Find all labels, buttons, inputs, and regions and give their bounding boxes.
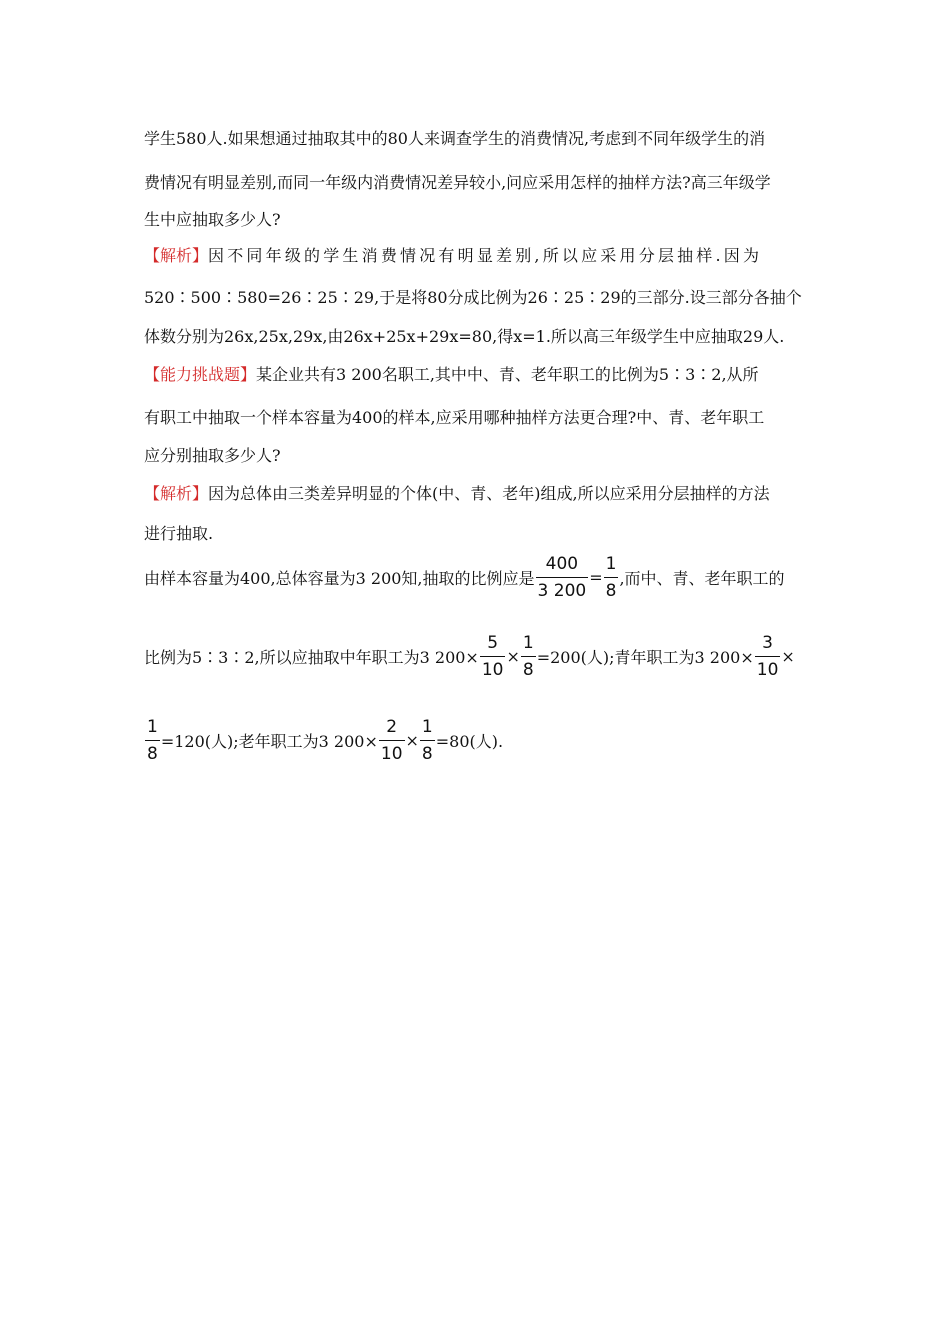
solution-1-line-2 — [144, 287, 808, 309]
fraction-numerator: 3 — [755, 632, 781, 657]
challenge-text: 应分别抽取多少人? — [144, 446, 281, 465]
fraction-denominator: 8 — [421, 744, 433, 764]
fraction-denominator: 3 200 — [537, 581, 587, 601]
challenge-text: 有职工中抽取一个样本容量为400的样本,应采用哪种抽样方法更合理?中、青、老年职工 — [144, 408, 765, 427]
solution-2-math-line-3 — [144, 716, 808, 765]
math-text: =200(人);青年职工为3 200× — [536, 648, 754, 667]
math-text: ,而中、青、老年职工的 — [619, 569, 785, 588]
fraction-1-8 — [145, 716, 160, 765]
fraction-denominator: 8 — [147, 744, 158, 764]
fraction-denominator: 8 — [522, 660, 534, 680]
solution-2-math-line-2 — [144, 632, 808, 681]
challenge-text: 某企业共有3 200名职工,其中中、青、老年职工的比例为5∶3∶2,从所 — [256, 365, 759, 384]
fraction-1-8 — [604, 553, 619, 602]
solution-1-line-3 — [144, 326, 808, 348]
fraction-2-10 — [379, 716, 405, 765]
fraction-1-8 — [420, 716, 435, 765]
solution-text: 因为总体由三类差异明显的个体(中、青、老年)组成,所以应采用分层抽样的方法 — [208, 484, 770, 503]
fraction-5-10 — [480, 632, 506, 681]
fraction-numerator: 1 — [604, 553, 619, 578]
problem-line-2 — [144, 172, 808, 194]
fraction-numerator: 1 — [145, 716, 160, 741]
solution-tag: 【解析】 — [144, 246, 209, 265]
math-text: 由样本容量为400,总体容量为3 200知,抽取的比例应是 — [144, 569, 535, 588]
solution-2-line-2 — [144, 523, 808, 545]
fraction-numerator: 5 — [480, 632, 506, 657]
fraction-3-10 — [755, 632, 781, 681]
math-operator: × — [405, 731, 419, 750]
fraction-numerator: 1 — [521, 632, 536, 657]
fraction-denominator: 10 — [756, 660, 779, 680]
math-text: =120(人);老年职工为3 200× — [160, 732, 378, 751]
problem-text: 生中应抽取多少人? — [144, 210, 281, 229]
fraction-numerator: 2 — [379, 716, 405, 741]
fraction-numerator: 400 — [536, 553, 589, 578]
solution-2-line-1 — [144, 483, 808, 505]
solution-text: 因不同年级的学生消费情况有明显差别,所以应采用分层抽样.因为 — [208, 246, 763, 265]
problem-line-3 — [144, 209, 808, 231]
fraction-denominator: 10 — [481, 660, 504, 680]
challenge-line-1 — [144, 364, 808, 386]
challenge-line-3 — [144, 445, 808, 467]
fraction-numerator: 1 — [420, 716, 435, 741]
solution-text: 体数分别为26x,25x,29x,由26x+25x+29x=80,得x=1.所以高三年级学生中应抽取29人. — [144, 327, 785, 346]
problem-text: 学生580人.如果想通过抽取其中的80人来调查学生的消费情况,考虑到不同年级学生的消 — [144, 129, 766, 148]
math-text: =80(人). — [435, 732, 504, 751]
solution-tag: 【解析】 — [144, 484, 209, 503]
solution-1-line-1 — [144, 245, 808, 267]
solution-text: 进行抽取. — [144, 524, 214, 543]
fraction-1-8 — [521, 632, 536, 681]
challenge-line-2 — [144, 407, 808, 429]
solution-text: 520∶500∶580=26∶25∶29,于是将80分成比例为26∶25∶29的三部分.设三部分各抽个 — [144, 288, 802, 307]
math-operator: = — [589, 568, 603, 587]
problem-text: 费情况有明显差别,而同一年级内消费情况差异较小,问应采用怎样的抽样方法?高三年级学 — [144, 173, 771, 192]
problem-line-1 — [144, 128, 808, 150]
challenge-tag: 【能力挑战题】 — [144, 365, 257, 384]
fraction-denominator: 10 — [380, 744, 403, 764]
solution-2-math-line-1 — [144, 553, 808, 602]
math-operator: × — [506, 647, 520, 666]
fraction-400-3200 — [536, 553, 589, 602]
math-operator: × — [781, 647, 795, 666]
math-text: 比例为5∶3∶2,所以应抽取中年职工为3 200× — [144, 648, 479, 667]
fraction-denominator: 8 — [605, 581, 617, 601]
